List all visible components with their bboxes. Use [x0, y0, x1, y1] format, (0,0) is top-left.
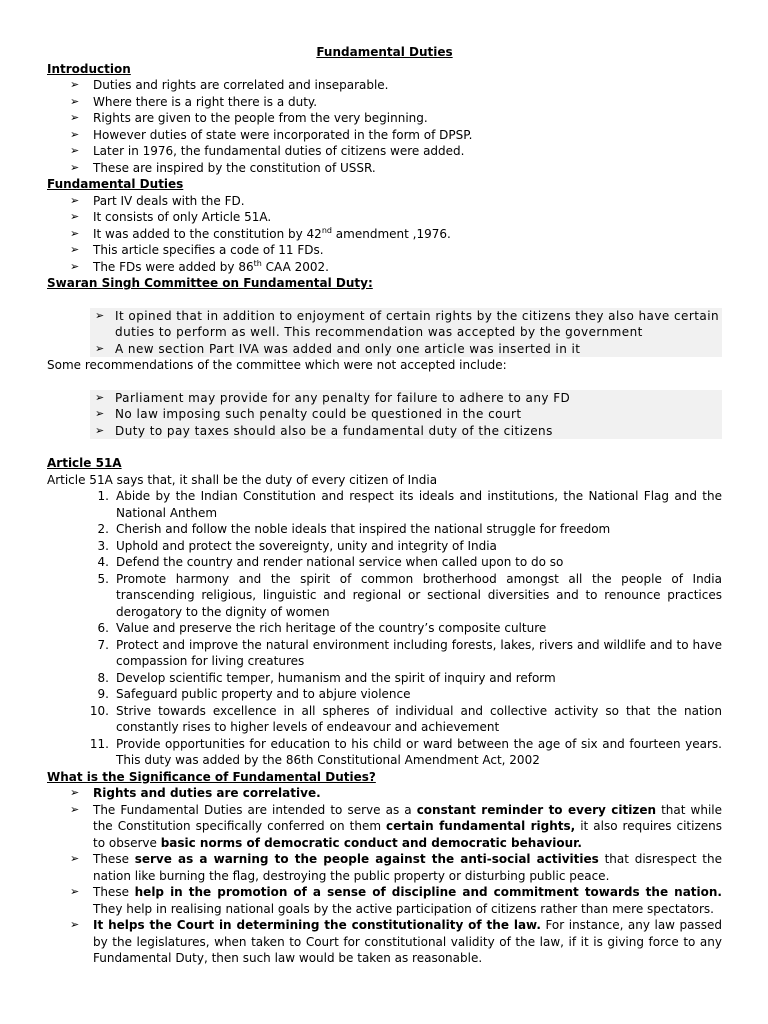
- list-item: ➢ Duty to pay taxes should also be a fundamental duty of the citizens: [95, 423, 722, 440]
- duty-item: 2. Cherish and follow the noble ideals that inspired the national struggle for freedom: [97, 522, 611, 536]
- duty-item: 5. Promote harmony and the spirit of common brotherhood amongst all the people of India transcending religious, linguistic and regional or sectional diversities and to renounce practices derogatory to the dignity of women: [97, 571, 722, 619]
- duty-item: 7. Protect and improve the natural environment including forests, lakes, rivers and wildlife and to have compassion for living creatures: [97, 637, 722, 668]
- list-item: ➢ The Fundamental Duties are intended to serve as a constant reminder to every citizen that while the Constitution specifically conferred on them certain fundamental rights, it also requires citizens to observe basic norms of democratic conduct and democratic behaviour.: [70, 802, 722, 852]
- significance-heading: What is the Significance of Fundamental Duties?: [47, 769, 376, 784]
- list-item: ➢ These serve as a warning to the people against the anti-social activities that disrespect the nation like burning the flag, destroying the public property or disturbing public peace.: [70, 851, 722, 884]
- list-item: ➢ It consists of only Article 51A.: [70, 209, 722, 226]
- list-item: ➢ This article specifies a code of 11 FDs.: [70, 242, 722, 259]
- duty-item: 11. Provide opportunities for education to his child or ward between the age of six and fourteen years. This duty was added by the 86th Constitutional Amendment Act, 2002: [89, 736, 722, 767]
- duties-list: [47, 488, 722, 769]
- list-item: ➢ Duties and rights are correlated and inseparable.: [70, 77, 722, 94]
- fundamental-duties-heading: Fundamental Duties: [47, 177, 184, 191]
- article-51a-intro: Article 51A says that, it shall be the duty of every citizen of India: [47, 472, 438, 487]
- list-item: ➢ It opined that in addition to enjoyment of certain rights by the citizens they also have certain duties to perform as well. This recommendation was accepted by the government: [95, 308, 722, 341]
- list-item: ➢ Parliament may provide for any penalty for failure to adhere to any FD: [95, 390, 722, 407]
- list-item: ➢ Later in 1976, the fundamental duties of citizens were added.: [70, 143, 722, 160]
- list-item: ➢ It was added to the constitution by 42nd amendment ,1976.: [70, 226, 722, 243]
- duty-item: 9. Safeguard public property and to abjure violence: [97, 687, 411, 701]
- introduction-list: [47, 77, 722, 176]
- duty-item: 3. Uphold and protect the sovereignty, unity and integrity of India: [97, 538, 497, 553]
- list-item: ➢ The FDs were added by 86th CAA 2002.: [70, 259, 722, 276]
- duty-item: 6. Value and preserve the rich heritage of the country’s composite culture: [97, 621, 547, 635]
- list-item: ➢ Rights and duties are correlative.: [70, 785, 722, 802]
- article-51a-heading: Article 51A: [47, 456, 122, 470]
- list-item: ➢ Where there is a right there is a duty.: [70, 94, 722, 111]
- list-item: ➢ These are inspired by the constitution of USSR.: [70, 160, 722, 177]
- list-item: ➢ No law imposing such penalty could be questioned in the court: [95, 406, 722, 423]
- swaran-singh-block: [90, 308, 722, 358]
- not-accepted-block: [90, 390, 722, 440]
- duty-item: 1. Abide by the Indian Constitution and respect its ideals and institutions, the National Flag and the National Anthem: [97, 489, 722, 520]
- swaran-singh-heading: Swaran Singh Committee on Fundamental Duty:: [47, 276, 373, 290]
- duty-item: 4. Defend the country and render national service when called upon to do so: [97, 555, 564, 569]
- list-item: ➢ These help in the promotion of a sense of discipline and commitment towards the nation. They help in realising national goals by the active participation of citizens rather than mere spectators.: [70, 884, 722, 917]
- introduction-heading: Introduction: [47, 61, 131, 76]
- not-accepted-intro: Some recommendations of the committee which were not accepted include:: [47, 358, 507, 372]
- duty-item: 10. Strive towards excellence in all spheres of individual and collective activity so that the nation constantly rises to higher levels of endeavour and achievement: [89, 703, 722, 734]
- fundamental-duties-list: [47, 193, 722, 276]
- significance-list: [47, 785, 722, 967]
- list-item: ➢ A new section Part IVA was added and only one article was inserted in it: [95, 341, 722, 358]
- list-item: ➢ However duties of state were incorporated in the form of DPSP.: [70, 127, 722, 144]
- list-item: ➢ Part IV deals with the FD.: [70, 193, 722, 210]
- list-item: ➢ Rights are given to the people from the very beginning.: [70, 110, 722, 127]
- document-title: Fundamental Duties: [316, 45, 453, 59]
- list-item: ➢ It helps the Court in determining the constitutionality of the law. For instance, any law passed by the legislatures, when taken to Court for constitutional validity of the law, if it is giving force to any Fundamental Duty, then such law would be taken as reasonable.: [70, 917, 722, 967]
- duty-item: 8. Develop scientific temper, humanism and the spirit of inquiry and reform: [97, 670, 556, 685]
